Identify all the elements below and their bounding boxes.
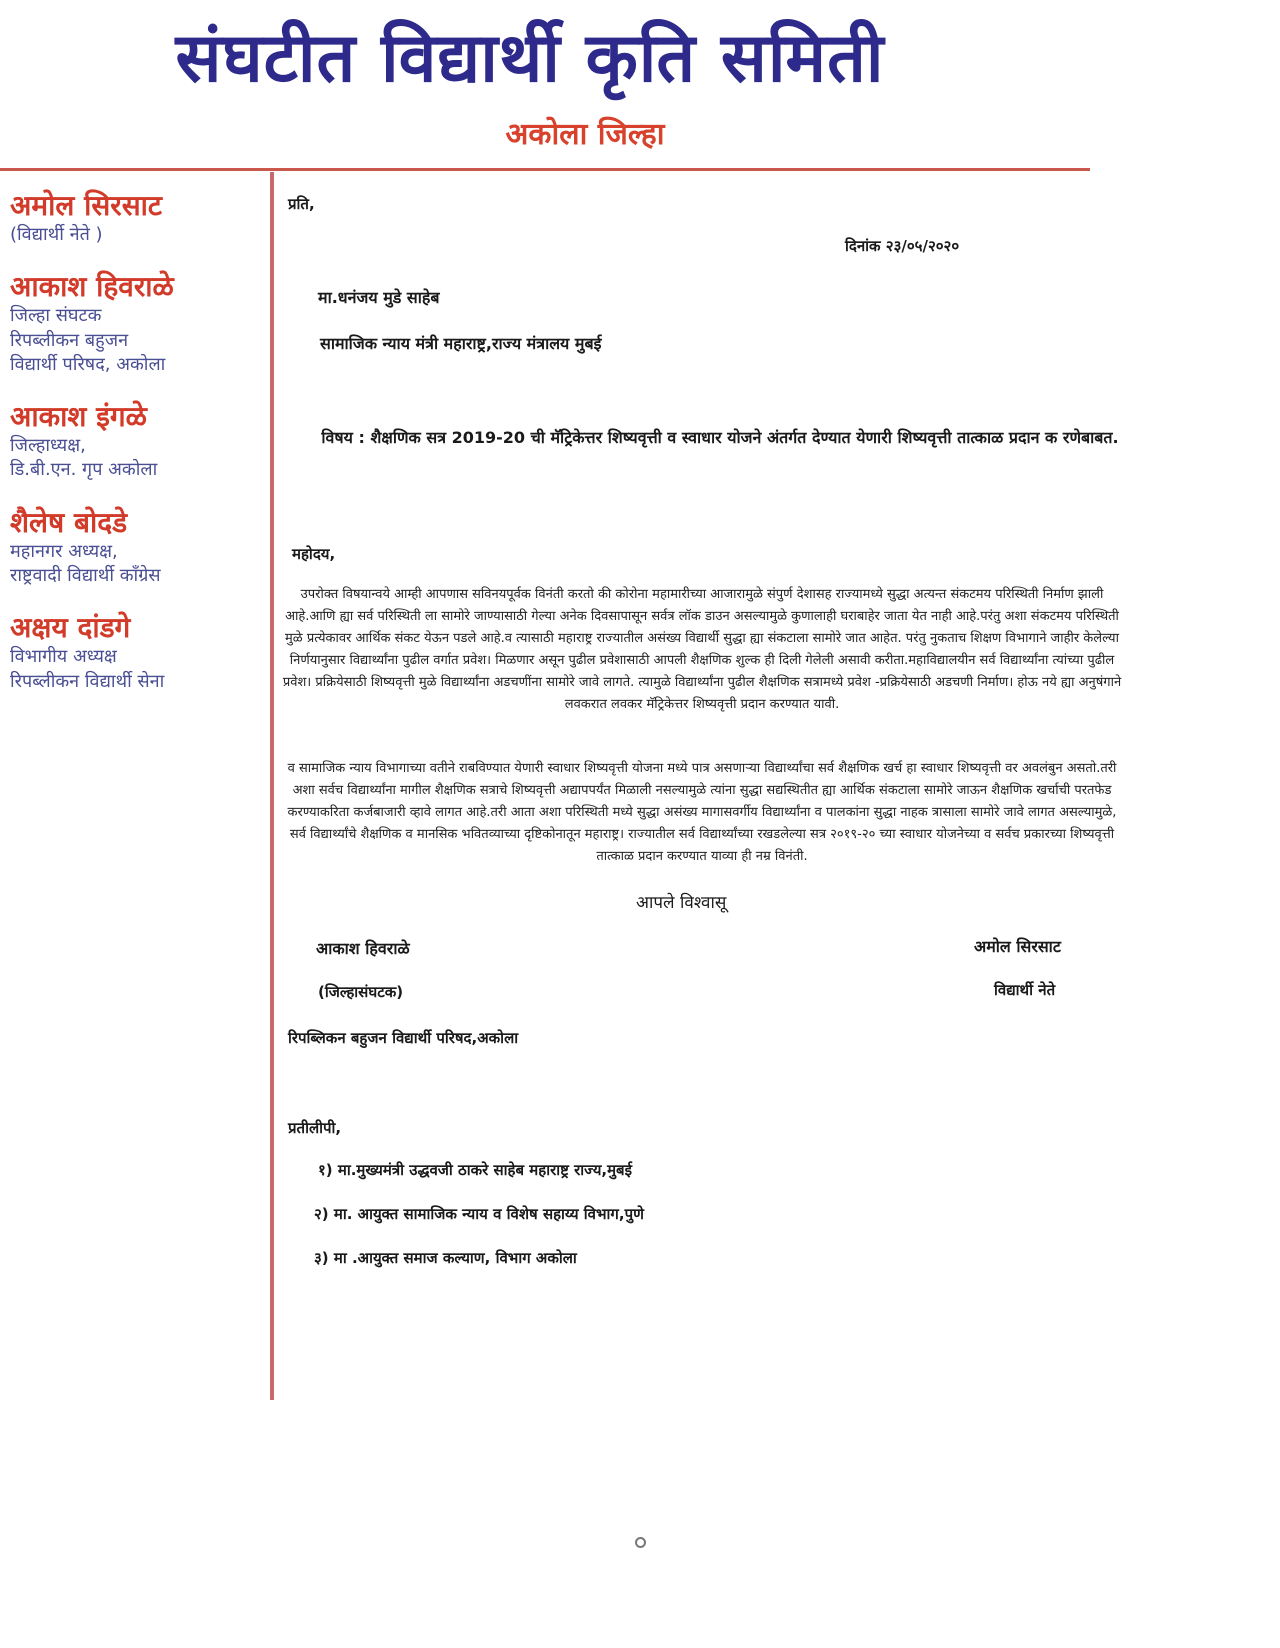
salutation: महोदय, [292,545,336,563]
signatory-right-name: अमोल सिरसाट [974,937,1061,956]
page-marker-icon [635,1537,646,1548]
member-entry [10,399,262,483]
member-role: जिल्हा संघटक [10,305,102,327]
letter-subject: विषय : शैक्षणिक सत्र 2019-20 ची मॅट्रिकेत्तर शिष्यवृत्ती व स्वाधार योजने अंतर्गत देण्यात येणारी शिष्यवृत्ती तात्काळ प्रदान क रणेबाबत. [321,428,1119,447]
cc-label: प्रतीलीपी, [288,1119,342,1137]
member-role: रिपब्लीकन विद्यार्थी सेना [10,670,165,692]
member-entry [10,269,262,377]
signatory-left-name: आकाश हिवराळे [316,939,410,958]
member-entry [10,610,262,694]
member-name: शैलेष बोदडे [10,505,128,539]
letter-date: दिनांक २३/०५/२०२० [845,237,960,255]
member-entry [10,505,262,589]
signatory-right-title: विद्यार्थी नेते [994,981,1056,999]
member-role: जिल्हाध्यक्ष, [10,435,86,457]
signatory-organization: रिपब्लिकन बहुजन विद्यार्थी परिषद,अकोला [288,1029,519,1047]
sidebar-divider [270,172,274,1400]
member-role: (विद्यार्थी नेते ) [10,224,103,245]
member-role: महानगर अध्यक्ष, [10,540,118,562]
closing: आपले विश्वासू [636,893,727,913]
member-entry [10,188,262,247]
body-paragraph-1: उपरोक्त विषयान्वये आम्ही आपणास सविनयपूर्वक विनंती करतो की कोरोना महामारीच्या आजारामुळे संपुर्ण देशासह राज्यामध्ये सुद्धा अत्यन्त संकटमय परिस्थिती निर्माण झाली आहे.आणि ह्या सर्व परिस्थिती ला सामोरे जाण्यासाठी गेल्या अनेक दिवसापासून सर्वत्र लॉक डाउन असल्यामुळे कुणालाही घराबाहेर जाता येत नाही आहे.परंतु अशा संकटमय परिस्थिती मुळे प्रत्येकावर आर्थिक संकट येऊन पडले आहे.व त्यासाठी महाराष्ट्र राज्यातील असंख्य विद्यार्थी सुद्धा ह्या संकटाला सामोरे जात आहेत. परंतु नुकताच शिक्षण विभागाने जाहीर केलेल्या निर्णयानुसार विद्यार्थ्यांना पुढील वर्गात प्रवेश। मिळणार असून पुढील प्रवेशासाठी आपली शैक्षणिक शुल्क ही दिली गेलेली असावी करीता.महाविद्यालयीन सर्व विद्यार्थ्यांना त्यांच्या पुढील प्रवेश। प्रक्रियेसाठी शिष्यवृत्ती मुळे विद्यार्थ्यांना अडचणींना सामोरे जावे लागते. त्यामुळे विद्यार्थ्यांना पुढील शैक्षणिक सत्रामध्ये प्रवेश -प्रक्रियेसाठी अडचणी निर्माण। होऊ नये ह्या अनुषंगाने लवकरात लवकर मॅट्रिकेत्तर शिष्यवृत्ती प्रदान करण्यात यावी. [282,587,1122,712]
member-role: विभागीय अध्यक्ष [10,646,117,668]
member-role: रिपब्लीकन बहुजन [10,329,129,351]
cc-item: ३) मा .आयुक्त समाज कल्याण, विभाग अकोला [314,1249,577,1267]
cc-item: १) मा.मुख्यमंत्री उद्धवजी ठाकरे साहेब महाराष्ट्र राज्य,मुबई [318,1161,632,1179]
header-divider [0,168,1090,171]
member-role: राष्ट्रवादी विद्यार्थी काँग्रेस [10,565,161,587]
member-name: आकाश हिवराळे [10,270,174,304]
organization-title: संघटीत विद्यार्थी कृति समिती [175,19,885,98]
district-subtitle-text: अकोला जिल्हा [505,117,665,152]
member-name: अक्षय दांडगे [10,611,131,645]
recipient-title: सामाजिक न्याय मंत्री महाराष्ट्र,राज्य मंत्रालय मुबई [320,334,602,353]
member-name: अमोल सिरसाट [10,189,163,222]
cc-item: २) मा. आयुक्त सामाजिक न्याय व विशेष सहाय्य विभाग,पुणे [314,1205,644,1223]
member-role: डि.बी.एन. गृप अकोला [10,459,158,481]
member-role: विद्यार्थी परिषद, अकोला [10,353,166,375]
body-paragraph-2: व सामाजिक न्याय विभागाच्या वतीने राबविण्यात येणारी स्वाधार शिष्यवृत्ती योजना मध्ये पात्र असणाऱ्या विद्यार्थ्यांचा सर्व शैक्षणिक खर्च हा स्वाधार शिष्यवृत्ती वर अवलंबुन असतो.तरी अशा सर्वच विद्यार्थ्यांना मागील शैक्षणिक सत्राचे शिष्यवृत्ती अद्यापपर्यंत मिळाली नसल्यामुळे त्यांना सुद्धा सद्यस्थितीत ह्या आर्थिक संकटाला सामोरे जाऊन शैक्षणिक खर्चाची परतफेड करण्याकरिता कर्जबाजारी व्हावे लागत आहे.तरी आता अशा परिस्थिती मध्ये सुद्धा असंख्य मागासवर्गीय विद्यार्थ्यांना व पालकांना सुद्धा नाहक त्रासाला सामोरे जावे लागत असल्यामुळे, सर्व विद्यार्थ्यांचे शैक्षणिक व मानसिक भवितव्याच्या दृष्टिकोनातून महाराष्ट्र। राज्यातील सर्व विद्यार्थ्यांच्या रखडलेल्या सत्र २०१९-२० च्या स्वाधार योजनेच्या व सर्वच प्रकारच्या शिष्यवृत्ती तात्काळ प्रदान करण्यात याव्या ही नम्र विनंती. [287,761,1117,864]
district-subtitle [0,112,1280,153]
member-name: आकाश इंगळे [10,400,147,434]
member-sidebar [10,188,262,716]
to-label: प्रति, [288,195,315,213]
recipient-name: मा.धनंजय मुडे साहेब [318,288,440,307]
signatory-left-title: (जिल्हासंघटक) [318,983,404,1001]
